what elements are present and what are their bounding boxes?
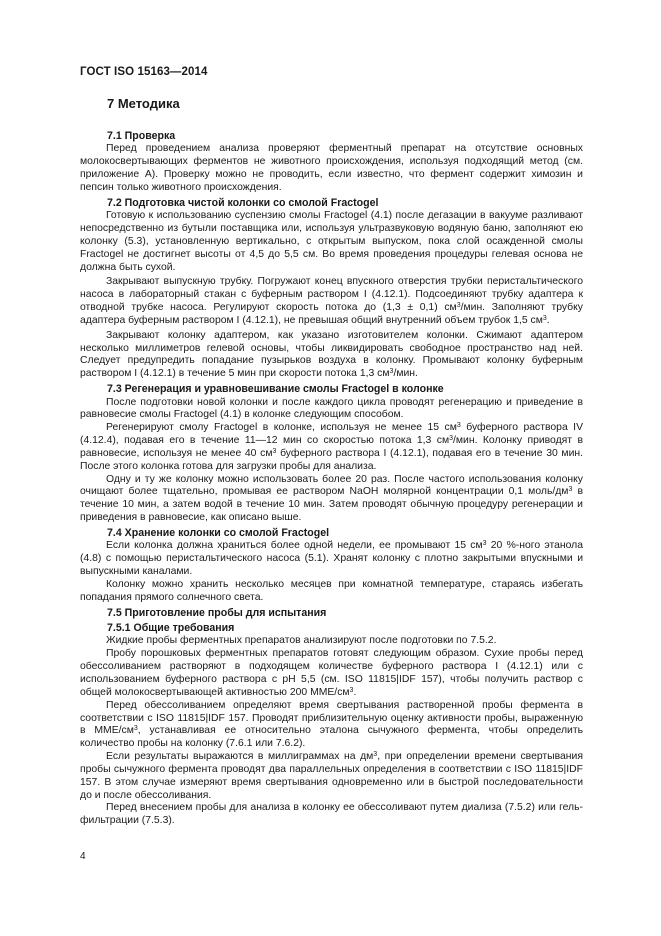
subsection-heading-7-1: 7.1 Проверка	[107, 130, 176, 142]
document-body	[80, 90, 583, 828]
paragraph: Закрывают выпускную трубку. Погружают конец впускного отверстия трубки перистальтического насоса в лабораторный стакан с буферным раствором I (4.12.1). Подсоединяют трубку адаптера к отводной трубке насоса. Регулируют скорость потока до (1,3 ± 0,1) $см^3$/мин. Заполняют трубку адаптера буферным раствором I (4.12.1), не превышая общий внутренний объем трубок 1,5 $см^3$.	[80, 276, 583, 326]
paragraph: Колонку можно хранить несколько месяцев при комнатной температуре, стараясь избегать попадания прямого солнечного света.	[80, 578, 583, 603]
paragraph: Регенерируют смолу Fractogel в колонке, используя не менее 15 $см^3$ буферного раствора IV (4.12.4), подавая его в течение 11—12 мин со скоростью потока 1,3 $см^3$/мин. Колонку приводят в равновесие, используя не менее 40 $см^3$ буферного раствора I (4.12.1), подавая его в течение 30 мин. После этого колонка готова для загрузки пробы для анализа.	[80, 422, 584, 472]
paragraph: Если результаты выражаются в миллиграммах на $дм^3$, при определении времени свертывания пробы сычужного фермента проводят два параллельных определения в соответствии с ISO 11815|IDF 157. В этом случае измеряют время свертывания одновременно или в быстрой последовательности до и после обессоливания.	[80, 751, 583, 801]
subsection-heading-7-2: 7.2 Подготовка чистой колонки со смолой Fractogel	[107, 196, 379, 209]
paragraph: Перед проведением анализа проверяют ферментный препарат на отсутствие основных молокосвертывающих ферментов не животного происхождения, используя подходящий метод (см. приложение А). Проверку можно не проводить, если известно, что фермент содержит химозин и пепсин только животного происхождения.	[80, 143, 583, 193]
paragraph: Жидкие пробы ферментных препаратов анализируют после подготовки по 7.5.2.	[106, 635, 497, 647]
subsection-heading-7-5: 7.5 Приготовление пробы для испытания	[107, 606, 327, 619]
paragraph: Если колонка должна храниться более одной недели, ее промывают 15 $см^3$ 20 %-ного этанола (4.8) с помощью перистальтического насоса (5.1). Хранят колонку с плотно закрытыми впускными и выпускными каналами.	[80, 540, 583, 578]
paragraph: Перед обессоливанием определяют время свертывания растворенной пробы фермента в соответствии с ISO 11815|IDF 157. Проводят приблизительную оценку активности пробы, выраженную в ММЕ/$см^3$, устанавливая ее относительно эталона сычужного фермента, чтобы определить количество пробы на колонку (7.6.1 или 7.6.2).	[80, 699, 583, 750]
page-number: 4	[80, 851, 86, 862]
section-title: 7 Методика	[107, 96, 180, 111]
paragraph: Готовую к использованию суспензию смолы Fractogel (4.1) после дегазации в вакууме разливают непосредственно из бутыли поставщика или, используя ультразвуковую водяную баню, заполняют ею колонку (5.3), установленную вертикально, с открытым выпуском, пока слой осажденной смолы Fractogel не достигнет высоты от 4,5 до 5,5 см. Во время проведения процедуры гелевая основа не должна быть сухой.	[80, 210, 583, 273]
subsection-heading-7-5-1: 7.5.1 Общие требования	[107, 622, 235, 635]
paragraph: Перед внесением пробы для анализа в колонку ее обессоливают путем диализа (7.5.2) или гель-фильтрации (7.5.3).	[80, 802, 583, 827]
subsection-heading-7-3: 7.3 Регенерация и уравновешивание смолы Fractogel в колонке	[107, 383, 444, 396]
subsection-heading-7-4: 7.4 Хранение колонки со смолой Fractogel	[107, 527, 330, 539]
paragraph: После подготовки новой колонки и после каждого цикла проводят регенерацию и приведение в равновесие смолы Fractogel (4.1) в колонке следующим способом.	[80, 396, 583, 421]
paragraph: Пробу порошковых ферментных препаратов готовят следующим образом. Сухие пробы перед обессоливанием растворяют в подходящем количестве буферного раствора I (4.12.1) или с использованием буферного раствора с pH 5,5 (см. ISO 11815|IDF 157), чтобы получить раствор с общей молокосвертывающей активностью 200 ММЕ/$см^3$.	[80, 648, 583, 698]
document-header: ГОСТ ISO 15163—2014	[80, 66, 208, 78]
paragraph: Одну и ту же колонку можно использовать более 20 раз. После частого использования колонку очищают более тщательно, промывая ее раствором NaOH молярной концентрации 0,1 моль/$дм^3$ в течение 10 мин, а затем водой в течение 10 мин. Затем проводят обычную процедуру регенерации и приведения в равновесие, как описано выше.	[80, 473, 583, 524]
paragraph: Закрывают колонку адаптером, как указано изготовителем колонки. Сжимают адаптером несколько миллиметров гелевой основы, чтобы ликвидировать свободное пространство над ней. Следует предупредить попадание пузырьков воздуха в колонку. Промывают колонку буферным раствором I (4.12.1) в течение 5 мин при скорости потока 1,3 $см^3$/мин.	[80, 329, 583, 380]
